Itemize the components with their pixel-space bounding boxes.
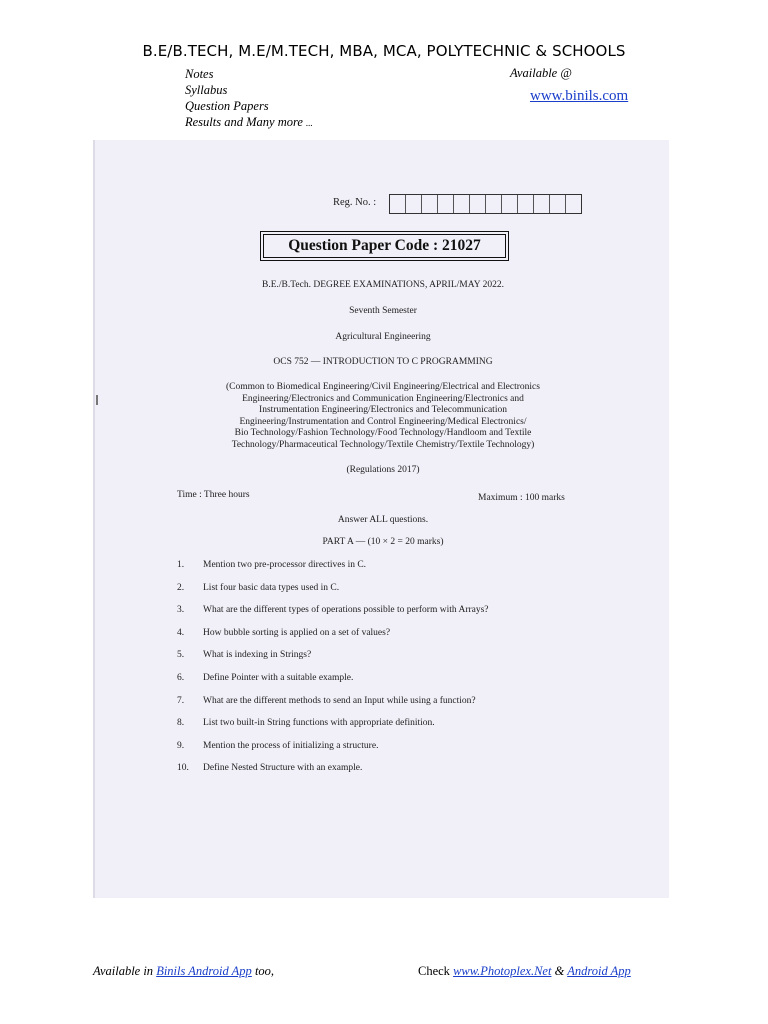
- reg-box: [422, 195, 438, 213]
- question-number: 5.: [177, 650, 185, 660]
- reg-box: [566, 195, 581, 213]
- scan-mark: [96, 395, 98, 405]
- question-number: 7.: [177, 696, 185, 706]
- question-number: 2.: [177, 583, 185, 593]
- footer-right: [418, 964, 631, 979]
- question-number: 3.: [177, 605, 185, 615]
- reg-box: [390, 195, 406, 213]
- question-text: Define Nested Structure with an example.: [203, 763, 363, 773]
- question-text: List four basic data types used in C.: [203, 583, 340, 593]
- question-item: [177, 696, 476, 706]
- header-menu-list: [185, 66, 313, 131]
- header-item-notes: Notes: [185, 67, 214, 81]
- maximum-marks: Maximum : 100 marks: [478, 493, 565, 503]
- header-ellipsis: ...: [306, 118, 313, 128]
- question-text: Mention two pre-processor directives in C.: [203, 560, 367, 570]
- question-text: Define Pointer with a suitable example.: [203, 673, 354, 683]
- photoplex-link[interactable]: www.Photoplex.Net: [453, 964, 552, 978]
- question-text: What are the different methods to send an Input while using a function?: [203, 696, 476, 706]
- binils-app-link[interactable]: Binils Android App: [156, 964, 252, 978]
- reg-box: [502, 195, 518, 213]
- question-item: [177, 583, 339, 593]
- reg-box: [486, 195, 502, 213]
- question-item: [177, 673, 353, 683]
- question-item: [177, 605, 489, 615]
- question-paper-code: Question Paper Code : 21027: [263, 234, 506, 258]
- common-to-block: [163, 382, 603, 452]
- question-number: 10.: [177, 763, 189, 773]
- instruction: Answer ALL questions.: [337, 515, 429, 525]
- common-line: Engineering/Electronics and Communication Engineering/Electronics and: [242, 393, 524, 404]
- course-title: OCS 752 — INTRODUCTION TO C PROGRAMMING: [273, 357, 493, 367]
- header-item-syllabus: Syllabus: [185, 83, 228, 97]
- part-a-heading: PART A — (10 × 2 = 20 marks): [322, 537, 444, 547]
- regulations: (Regulations 2017): [346, 465, 420, 475]
- question-number: 6.: [177, 673, 185, 683]
- footer-right-prefix: Check: [418, 964, 450, 978]
- question-text: What is indexing in Strings?: [203, 650, 312, 660]
- common-line: (Common to Biomedical Engineering/Civil Engineering/Electrical and Electronics: [226, 382, 540, 392]
- reg-box: [438, 195, 454, 213]
- header-title: B.E/B.TECH, M.E/M.TECH, MBA, MCA, POLYTECHNIC & SCHOOLS: [142, 42, 626, 60]
- reg-no-boxes: [389, 194, 582, 214]
- exam-title: B.E./B.Tech. DEGREE EXAMINATIONS, APRIL/MAY 2022.: [262, 280, 504, 290]
- common-line: Instrumentation Engineering/Electronics and Telecommunication: [259, 405, 507, 416]
- common-line: Technology/Pharmaceutical Technology/Textile Chemistry/Textile Technology): [231, 439, 535, 450]
- question-number: 8.: [177, 718, 185, 728]
- reg-box: [470, 195, 486, 213]
- reg-box: [534, 195, 550, 213]
- question-item: [177, 741, 378, 751]
- question-item: [177, 560, 366, 570]
- binils-site-link[interactable]: www.binils.com: [530, 88, 629, 104]
- android-app-link[interactable]: Android App: [567, 964, 631, 978]
- common-line: Bio Technology/Fashion Technology/Food Technology/Handloom and Textile: [234, 428, 532, 439]
- department: Agricultural Engineering: [335, 332, 431, 342]
- question-item: [177, 763, 362, 773]
- scanned-question-paper: [93, 140, 673, 898]
- question-number: 9.: [177, 741, 185, 751]
- question-text: What are the different types of operations possible to perform with Arrays?: [203, 605, 489, 615]
- question-number: 4.: [177, 628, 185, 638]
- semester: Seventh Semester: [349, 306, 417, 316]
- reg-box: [550, 195, 566, 213]
- footer-left-prefix: Available in: [93, 964, 154, 978]
- footer-amp: &: [554, 964, 565, 978]
- question-text: Mention the process of initializing a structure.: [203, 741, 379, 751]
- question-item: [177, 650, 311, 660]
- time-limit: Time : Three hours: [177, 490, 250, 500]
- reg-box: [518, 195, 534, 213]
- header-available-label: Available @: [510, 66, 572, 80]
- header-item-question-papers: Question Papers: [185, 99, 269, 113]
- footer-left: [93, 964, 274, 979]
- question-item: [177, 628, 390, 638]
- question-text: List two built-in String functions with appropriate definition.: [203, 718, 435, 728]
- common-line: Engineering/Instrumentation and Control Engineering/Medical Electronics/: [239, 416, 527, 427]
- reg-box: [406, 195, 422, 213]
- reg-box: [454, 195, 470, 213]
- question-number: 1.: [177, 560, 185, 570]
- reg-no-label: Reg. No. :: [333, 197, 377, 208]
- question-item: [177, 718, 435, 728]
- header-item-results: [185, 114, 313, 131]
- header-item-results-label: Results and Many more: [185, 115, 303, 129]
- question-text: How bubble sorting is applied on a set of values?: [203, 628, 391, 638]
- footer-left-suffix: too,: [254, 964, 275, 978]
